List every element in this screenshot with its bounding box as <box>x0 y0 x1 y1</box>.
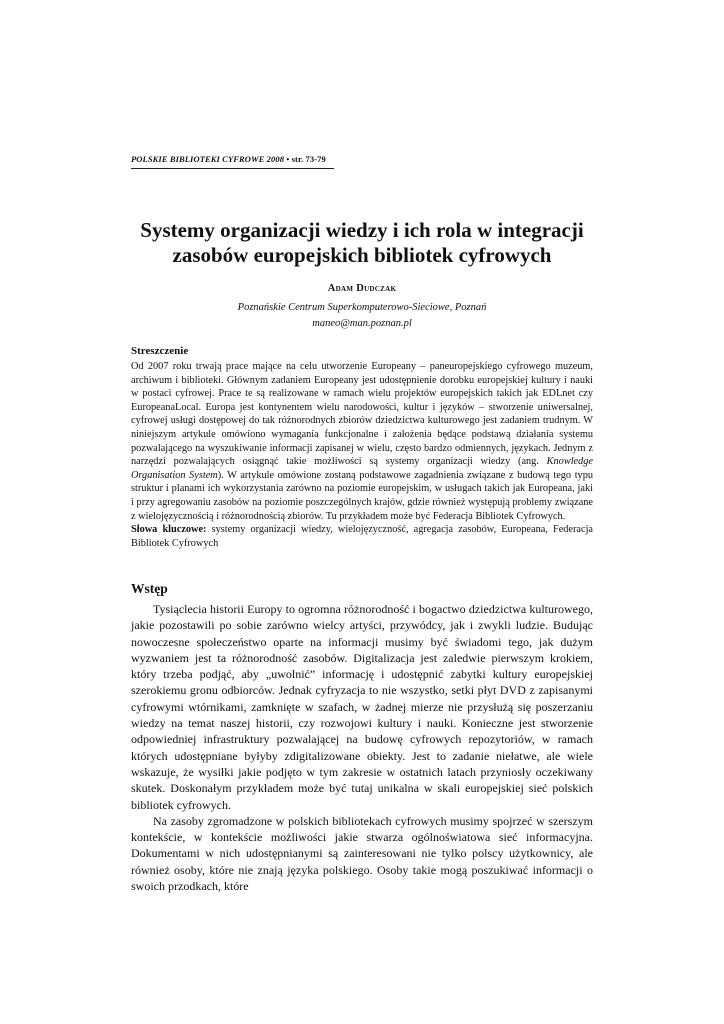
keywords <box>131 523 593 550</box>
keywords-label: Słowa kluczowe: <box>131 524 207 535</box>
abstract-text-1: Od 2007 roku trwają prace mające na celu utworzenie Europeany – paneuropejskiego cyfrowego muzeum, archiwum i biblioteki. Głównym zadaniem Europeany jest udostępnienie dorobku europejskiej kultury i nauki w postaci cyfrowej. Prace te są realizowane w ramach wielu projektów europejskich takich jak EDLnet czy EuropeanaLocal. Europa jest kontynentem wielu narodowości, kultur i języków – stworzenie uniwersalnej, cyfrowej usługi dostępowej do tak różnorodnych zbiorów dziedzictwa kulturowego jest zadaniem trudnym. W niniejszym artykule omówiono wymagania funkcjonalne i założenia będące podstawą działania systemu pozwalającego na wyszukiwanie informacji zapisanej w wielu, często bardzo odmiennych, językach. Jednym z narzędzi pozwalających osiągnąć takie możliwości są systemy organizacji wiedzy (ang. <box>131 361 593 468</box>
abstract-italic-term: Knowledge Organisation System <box>131 456 593 481</box>
header-separator: • <box>286 154 290 164</box>
abstract-text-2: ). W artykule omówione zostaną podstawowe zagadnienia związane z budową tego typu struktur i planami ich wykorzystania zarówno na poziomie europejskim, w usługach takich jak Europeana, jaki i przy agregowaniu zasobów na poziomie poszczególnych krajów, gdzie również występują problemy związane z wielojęzycznością i różnorodnością zbiorów. Tu przykładem może być Federacja Bibliotek Cyfrowych. <box>131 469 593 522</box>
running-header <box>131 154 326 164</box>
author-email: maneo@man.poznan.pl <box>312 318 412 329</box>
paragraph: Na zasoby zgromadzone w polskich bibliotekach cyfrowych musimy spojrzeć w szerszym kontekście, w kontekście możliwości jakie stwarza ogólnoświatowa sieć informacyjna. Dokumentami w nich udostępnianymi są zainteresowani nie tylko polscy użytkownicy, ale również osoby, które nie znają języka polskiego. Osoby takie mogą poszukiwać informacji o swoich przodkach, które <box>131 813 593 894</box>
abstract-body <box>131 360 593 523</box>
header-rule <box>131 168 334 169</box>
page-range: str. 73-79 <box>291 154 326 164</box>
section-body <box>131 601 593 894</box>
author-name: Adam Dudczak <box>327 283 397 294</box>
keywords-text: systemy organizacji wiedzy, wielojęzyczność, agregacja zasobów, Europeana, Federacja Bibliotek Cyfrowych <box>131 524 593 549</box>
abstract-heading: Streszczenie <box>131 345 189 357</box>
author-affiliation: Poznańskie Centrum Superkomputerowo-Sieciowe, Poznań <box>237 302 487 313</box>
journal-name: POLSKIE BIBLIOTEKI CYFROWE 2008 <box>131 154 285 164</box>
paragraph: Tysiąclecia historii Europy to ogromna różnorodność i bogactwo dziedzictwa kulturowego, jakie pozostawili po sobie zarówno wielcy artyści, przywódcy, jak i zwykli ludzie. Budując nowoczesne społeczeństwo oparte na informacji musimy być świadomi tego, jak dużym wyzwaniem jest ta różnorodność zasobów. Digitalizacja jest zaledwie pierwszym krokiem, który trzeba podjąć, aby „uwolnić” informację i udostępnić zabytki kultury europejskiej szerokiemu gronu odbiorców. Jednak cyfryzacja to nie wszystko, setki płyt DVD z zapisanymi cyfrowymi wtórnikami, zamknięte w szafach, w żadnej mierze nie przysłużą się poszerzaniu wiedzy na temat naszej historii, czy rozwojowi kultury i nauki. Konieczne jest stworzenie odpowiedniej infrastruktury pozwalającej na budowę cyfrowych repozytoriów, w ramach których udostępniane byłyby zdigitalizowane obiekty. Jest to zadanie niełatwe, ale wiele wskazuje, że wysiłki jakie podjęto w tym zakresie w ostatnich latach przyniosły oczekiwany skutek. Doskonałym przykładem może być tutaj unikalna w skali europejskiej sieć polskich bibliotek cyfrowych. <box>131 602 593 812</box>
section-heading: Wstęp <box>131 581 168 596</box>
article-title: Systemy organizacji wiedzy i ich rola w integracji zasobów europejskich bibliotek cyfrowych <box>140 218 584 267</box>
